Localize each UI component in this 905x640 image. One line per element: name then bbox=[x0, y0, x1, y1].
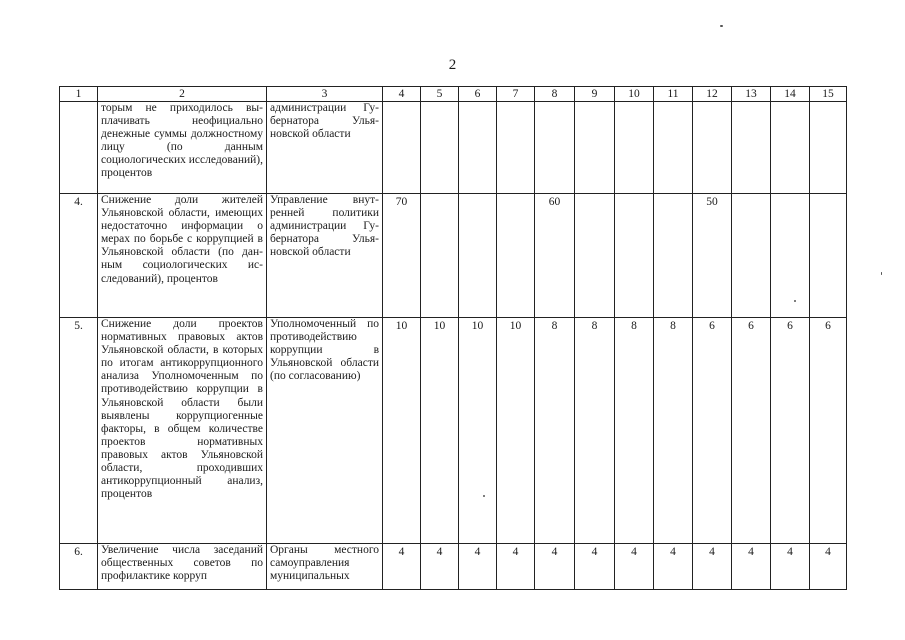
value-cell: 6 bbox=[693, 318, 732, 544]
value-cell: 8 bbox=[535, 318, 575, 544]
value-cell bbox=[732, 102, 771, 194]
column-header: 6 bbox=[459, 87, 497, 102]
value-cell: 50 bbox=[693, 194, 732, 318]
column-header: 1 bbox=[60, 87, 98, 102]
value-cell: 4 bbox=[771, 544, 810, 590]
value-cell: 6 bbox=[732, 318, 771, 544]
scan-speck bbox=[794, 300, 796, 302]
value-cell: 4 bbox=[810, 544, 847, 590]
table-header-row bbox=[60, 87, 847, 102]
value-cell: 8 bbox=[654, 318, 693, 544]
value-cell: 4 bbox=[615, 544, 654, 590]
value-cell bbox=[421, 102, 459, 194]
column-header: 8 bbox=[535, 87, 575, 102]
indicator-text: торым не приходилось выплачивать неофициально денежные суммы должностному лицу (по данным социологических исследований), процентов bbox=[98, 102, 267, 194]
value-cell: 8 bbox=[575, 318, 615, 544]
table-row bbox=[60, 102, 847, 194]
scan-speck bbox=[720, 25, 723, 27]
table-row bbox=[60, 318, 847, 544]
value-cell bbox=[810, 194, 847, 318]
column-header: 10 bbox=[615, 87, 654, 102]
row-number: 6. bbox=[60, 544, 98, 590]
value-cell: 4 bbox=[654, 544, 693, 590]
row-number bbox=[60, 102, 98, 194]
value-cell: 10 bbox=[421, 318, 459, 544]
value-cell: 10 bbox=[497, 318, 535, 544]
value-cell: 4 bbox=[383, 544, 421, 590]
column-header: 12 bbox=[693, 87, 732, 102]
row-number: 4. bbox=[60, 194, 98, 318]
column-header: 2 bbox=[98, 87, 267, 102]
column-header: 11 bbox=[654, 87, 693, 102]
value-cell: 4 bbox=[693, 544, 732, 590]
value-cell bbox=[810, 102, 847, 194]
value-cell bbox=[732, 194, 771, 318]
scan-speck bbox=[483, 495, 485, 497]
value-cell: 4 bbox=[732, 544, 771, 590]
value-cell bbox=[383, 102, 421, 194]
value-cell bbox=[459, 102, 497, 194]
value-cell bbox=[575, 102, 615, 194]
table-row bbox=[60, 194, 847, 318]
responsible-text: администрации Губернатора Ульяновской области bbox=[267, 102, 383, 194]
value-cell bbox=[497, 102, 535, 194]
value-cell bbox=[535, 102, 575, 194]
value-cell: 10 bbox=[383, 318, 421, 544]
value-cell bbox=[693, 102, 732, 194]
responsible-text: Управление внутренней политики администрации Губернатора Ульяновской области bbox=[267, 194, 383, 318]
column-header: 4 bbox=[383, 87, 421, 102]
column-header: 7 bbox=[497, 87, 535, 102]
value-cell bbox=[654, 194, 693, 318]
indicator-text: Увеличение числа заседаний общественных советов по профилактике корруп bbox=[98, 544, 267, 590]
value-cell bbox=[575, 194, 615, 318]
column-header: 3 bbox=[267, 87, 383, 102]
table-row bbox=[60, 544, 847, 590]
value-cell: 4 bbox=[421, 544, 459, 590]
value-cell bbox=[497, 194, 535, 318]
value-cell bbox=[421, 194, 459, 318]
indicator-text: Снижение доли проектов нормативных правовых актов Ульяновской области, в которых по итогам антикоррупционного анализа Уполномоченным по противодействию коррупции в Ульяновской области были выявлены коррупциогенные факторы, в общем количестве проектов нормативных правовых актов Ульяновской области, проходивших антикоррупционный анализ, процентов bbox=[98, 318, 267, 544]
value-cell bbox=[615, 194, 654, 318]
value-cell bbox=[615, 102, 654, 194]
column-header: 9 bbox=[575, 87, 615, 102]
column-header: 15 bbox=[810, 87, 847, 102]
indicator-text: Снижение доли жителей Ульяновской области, имеющих недостаточно информации о мерах по борьбе с коррупцией в Ульяновской области (по данным социологических исследований), процентов bbox=[98, 194, 267, 318]
value-cell bbox=[771, 102, 810, 194]
value-cell: 10 bbox=[459, 318, 497, 544]
column-header: 14 bbox=[771, 87, 810, 102]
column-header: 5 bbox=[421, 87, 459, 102]
value-cell: 6 bbox=[771, 318, 810, 544]
value-cell: 4 bbox=[575, 544, 615, 590]
responsible-text: Уполномоченный по противодействию коррупции в Ульяновской области (по согласованию) bbox=[267, 318, 383, 544]
value-cell bbox=[459, 194, 497, 318]
value-cell: 4 bbox=[497, 544, 535, 590]
value-cell: 6 bbox=[810, 318, 847, 544]
row-number: 5. bbox=[60, 318, 98, 544]
column-header: 13 bbox=[732, 87, 771, 102]
page-number: 2 bbox=[448, 57, 457, 73]
value-cell bbox=[771, 194, 810, 318]
scan-speck bbox=[881, 272, 882, 275]
responsible-text: Органы местного самоуправления муниципальных bbox=[267, 544, 383, 590]
value-cell: 4 bbox=[535, 544, 575, 590]
indicators-table bbox=[59, 86, 847, 590]
value-cell bbox=[654, 102, 693, 194]
value-cell: 70 bbox=[383, 194, 421, 318]
value-cell: 4 bbox=[459, 544, 497, 590]
value-cell: 60 bbox=[535, 194, 575, 318]
value-cell: 8 bbox=[615, 318, 654, 544]
